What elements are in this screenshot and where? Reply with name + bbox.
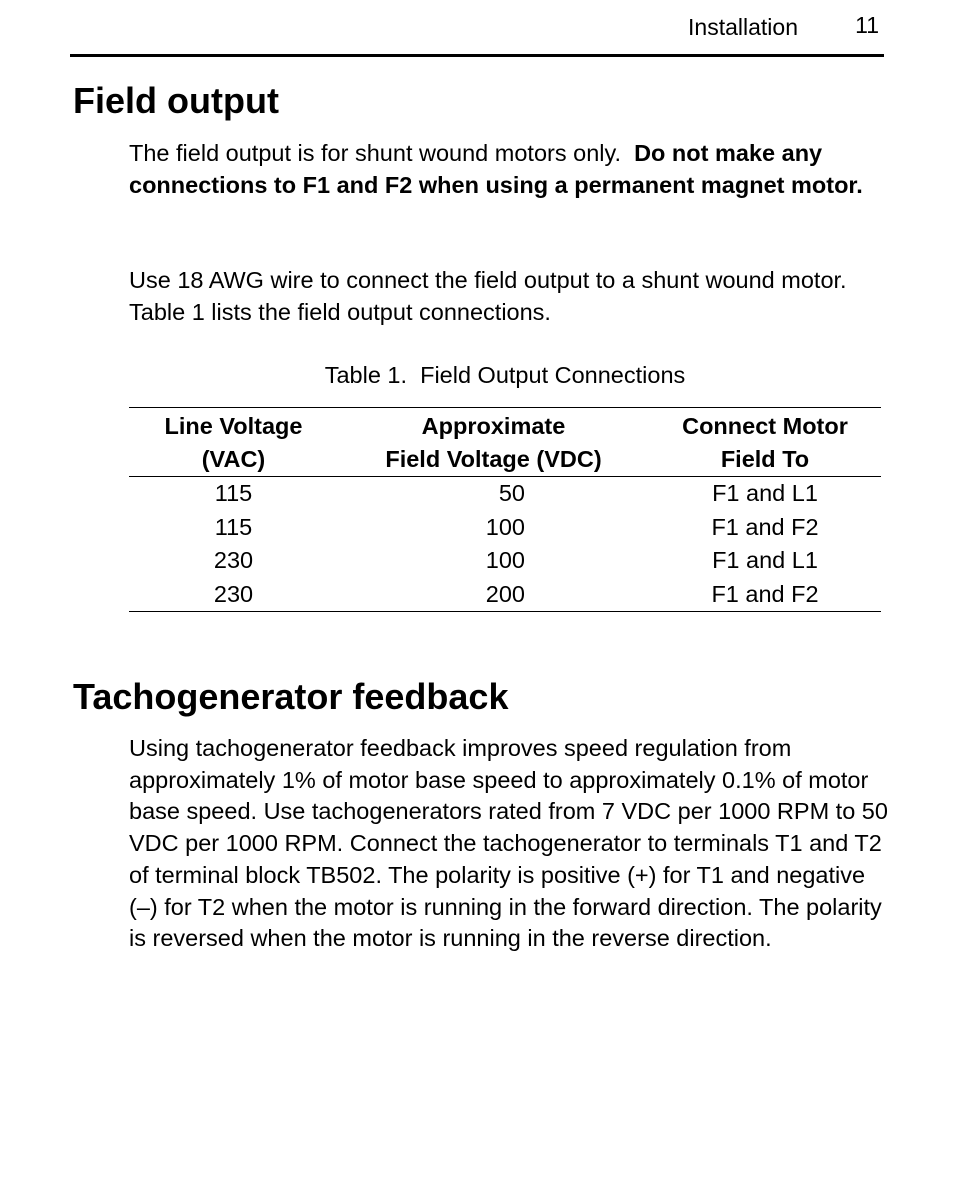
cell-line-voltage: 230 <box>129 578 338 612</box>
field-output-warning-paragraph <box>129 138 889 201</box>
table-header-row <box>129 408 881 477</box>
cell-connection: F1 and L1 <box>712 480 818 506</box>
cell-field-voltage: 100 <box>485 513 525 540</box>
cell-connection: F1 and F2 <box>711 513 819 540</box>
header-section-title: Installation <box>688 14 798 40</box>
table-row <box>129 477 881 511</box>
header-rule <box>70 54 884 57</box>
cell-field-voltage: 200 <box>338 578 649 612</box>
field-output-warning-text: Do not make any connections to F1 and F2 when using a permanent magnet motor. <box>129 140 863 198</box>
field-output-connections-table <box>129 407 881 612</box>
table-caption: Table 1. Field Output Connections <box>324 362 686 388</box>
cell-connection: F1 and L1 <box>712 547 818 574</box>
table-row <box>129 544 881 578</box>
header-line-voltage: Line Voltage (VAC) <box>129 408 338 477</box>
cell-line-voltage: 115 <box>214 480 253 506</box>
header-field-voltage: Approximate Field Voltage (VDC) <box>338 408 649 477</box>
cell-line-voltage: 115 <box>214 513 253 540</box>
header-connect-motor: Connect Motor Field To <box>649 408 881 477</box>
table-row <box>129 511 881 545</box>
field-output-intro-text: The field output is for shunt wound motors only. <box>129 140 635 166</box>
table-row <box>129 578 881 612</box>
tachogenerator-heading: Tachogenerator feedback <box>73 676 509 717</box>
cell-line-voltage: 230 <box>213 547 254 574</box>
cell-connection: F1 and F2 <box>649 578 881 612</box>
field-output-heading: Field output <box>73 80 279 121</box>
field-output-wiring-paragraph: Use 18 AWG wire to connect the field output to a shunt wound motor. Table 1 lists the field output connections. <box>129 267 847 325</box>
cell-field-voltage: 50 <box>498 480 525 506</box>
header-page-number: 11 <box>855 12 879 38</box>
cell-field-voltage: 100 <box>485 547 525 574</box>
tachogenerator-paragraph: Using tachogenerator feedback improves speed regulation from approximately 1% of motor base speed to approximately 0.1% of motor base speed. Use tachogenerators rated from 7 VDC per 1000 RPM to 50 VDC per 1000 RPM. Connect the tachogenerator to terminals T1 and T2 of terminal block TB502. The polarity is positive (+) for T1 and negative (–) for T2 when the motor is running in the forward direction. The polarity is reversed when the motor is running in the reverse direction. <box>129 735 888 952</box>
